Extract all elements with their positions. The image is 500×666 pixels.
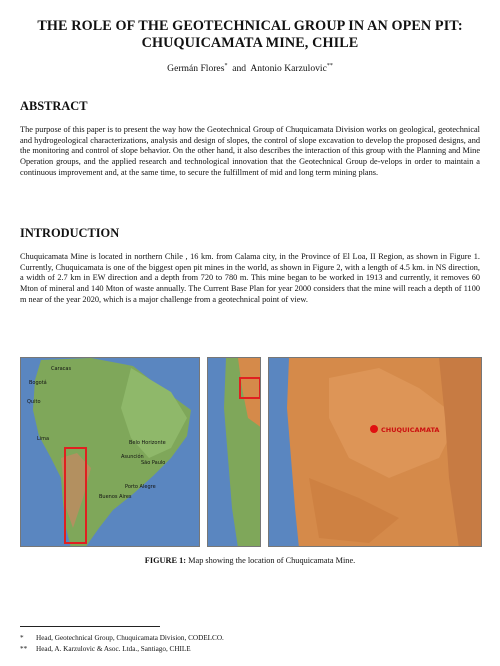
abstract-text: The purpose of this paper is to present the way how the Geotechnical Group of Chuquicamata Division works on geological, geotechnical and hydrogeological characterizations, analysis and design of slopes, the control of slope excavation to develop the proposed designs, and the monitoring and control of slope behavior. On the other hand, it also describes the interaction of this group with the Planning and Mine Operation groups, and the applied research and technological innovation that the Geotechnical Group de-velops in order to maintain a continuous improvement and, at the same time, to secure the fulfillment of mid and long term mining plans. [20, 125, 480, 177]
footnote-2 [20, 645, 191, 653]
footnote-1 [20, 634, 224, 642]
map-chuquicamata-region [268, 357, 482, 547]
footnote-1-mark: * [20, 634, 24, 642]
figure-caption [0, 556, 500, 565]
svg-text:São Paulo: São Paulo [141, 460, 166, 466]
map-south-america [20, 357, 200, 547]
introduction-text: Chuquicamata Mine is located in northern Chile , 16 km. from Calama city, in the Province of El Loa, II Region, as shown in Figure 1. Currently, Chuquicamata is one of the biggest open pit mines in the world, as shown in Figure 2, with a length of 4.5 km. in NS direction, a width of 2.7 km in EW direction and a depth from 720 to 780 m. This mine began to be worked in 1913 and currently, it removes 60 Mton of mineral and 140 Mton of waste annually. The Current Base Plan for year 2000 considers that the mine will reach a depth of 1100 m near of the year 2020, which is a major challenge from a geotechnical point of view. [20, 252, 480, 304]
caption-label: FIGURE 1: [144, 556, 187, 565]
region-map-graphic [269, 358, 482, 547]
svg-text:Caracas: Caracas [51, 366, 72, 372]
map-label-chuquicamata: CHUQUICAMATA [381, 426, 440, 434]
footnote-2-text: Head, A. Karzulovic & Asoc. Ltda., Santiago, CHILE [36, 645, 191, 653]
caption-text: Map showing the location of Chuquicamata Mine. [188, 556, 356, 565]
svg-text:Belo Horizonte: Belo Horizonte [129, 440, 166, 446]
author-line [0, 63, 500, 74]
author-2-mark: ** [326, 63, 333, 69]
map-chile [207, 357, 261, 547]
introduction-heading: INTRODUCTION [20, 226, 120, 240]
abstract-heading: ABSTRACT [20, 99, 88, 113]
title-line-2: CHUQUICAMATA MINE, CHILE [141, 35, 359, 51]
author-conjunction: and [232, 63, 247, 75]
title-line-1: THE ROLE OF THE GEOTECHNICAL GROUP IN AN OPEN PIT: [37, 18, 463, 34]
svg-text:Porto Alegre: Porto Alegre [125, 484, 156, 490]
south-america-map-graphic [21, 358, 200, 547]
chile-map-graphic [208, 358, 261, 547]
svg-text:Buenos Aires: Buenos Aires [99, 494, 132, 500]
svg-text:Quito: Quito [27, 399, 41, 405]
author-2: Antonio Karzulovic [250, 63, 327, 75]
author-1-mark: * [224, 63, 228, 69]
svg-text:Lima: Lima [37, 436, 50, 442]
paper-title [0, 18, 500, 52]
author-1: Germán Flores [167, 63, 225, 75]
svg-text:Asunción: Asunción [121, 454, 144, 460]
svg-text:Bogotá: Bogotá [29, 380, 47, 386]
footnote-1-text: Head, Geotechnical Group, Chuquicamata Division, CODELCO. [36, 634, 224, 642]
footnote-divider [20, 626, 160, 627]
footnote-2-mark: ** [20, 645, 28, 653]
figure-1 [20, 357, 482, 547]
